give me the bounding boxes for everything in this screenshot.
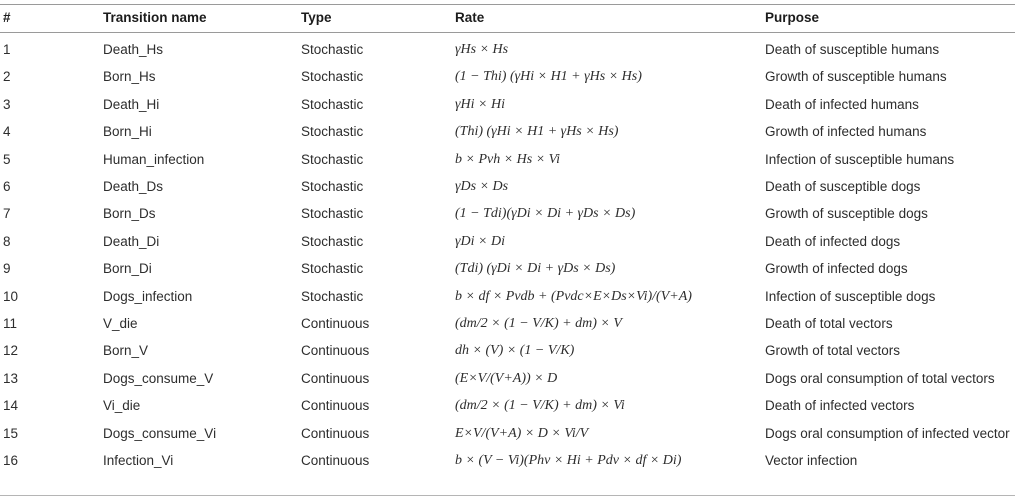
cell-number: 15 <box>3 425 19 441</box>
cell-purpose: Growth of infected humans <box>765 124 927 140</box>
cell-transition-name: Born_V <box>103 343 149 359</box>
cell-type: Stochastic <box>301 96 364 112</box>
cell-rate: (E×V/(V+A)) × D <box>455 370 558 386</box>
cell-transition-name: Death_Hi <box>103 96 160 112</box>
cell-rate: γHs × Hs <box>455 42 509 57</box>
cell-rate: γDs × Ds <box>455 179 509 194</box>
cell-number: 13 <box>3 370 19 386</box>
table-row <box>0 200 1015 227</box>
cell-number: 4 <box>3 124 11 140</box>
cell-transition-name: Born_Hi <box>103 124 152 140</box>
cell-rate: (dm/2 × (1 − V/K) + dm) × V <box>455 316 622 331</box>
cell-purpose: Dogs oral consumption of total vectors <box>765 370 995 386</box>
cell-purpose: Growth of susceptible humans <box>765 69 947 85</box>
cell-type: Continuous <box>301 370 370 386</box>
cell-purpose: Infection of susceptible humans <box>765 151 955 167</box>
cell-transition-name: Infection_Vi <box>103 453 174 468</box>
cell-purpose: Growth of total vectors <box>765 343 901 359</box>
cell-transition-name: Human_infection <box>103 151 205 167</box>
cell-type: Stochastic <box>301 179 364 194</box>
cell-transition-name: Vi_die <box>103 398 141 414</box>
table-row <box>0 337 1015 364</box>
cell-type: Stochastic <box>301 124 364 140</box>
cell-number: 9 <box>3 261 11 277</box>
cell-rate: γHi × Hi <box>455 96 505 112</box>
cell-type: Stochastic <box>301 151 364 167</box>
cell-type: Continuous <box>301 453 370 468</box>
cell-transition-name: Dogs_consume_V <box>103 370 214 386</box>
cell-purpose: Death of total vectors <box>765 316 893 331</box>
cell-rate: (Thi) (γHi × H1 + γHs × Hs) <box>455 124 619 140</box>
cell-transition-name: Born_Hs <box>103 69 156 85</box>
cell-transition-name: Death_Hs <box>103 42 164 57</box>
cell-type: Stochastic <box>301 42 364 57</box>
cell-transition-name: Death_Ds <box>103 179 164 194</box>
cell-transition-name: Born_Ds <box>103 206 156 222</box>
cell-rate: (1 − Tdi)(γDi × Di + γDs × Ds) <box>455 206 636 222</box>
table-row <box>0 392 1015 419</box>
cell-transition-name: Dogs_infection <box>103 288 193 304</box>
cell-purpose: Vector infection <box>765 453 858 468</box>
table-row <box>0 118 1015 145</box>
header-rate: Rate <box>455 10 485 25</box>
table-row <box>0 283 1015 310</box>
table-row <box>0 255 1015 282</box>
cell-number: 6 <box>3 179 11 194</box>
table-row <box>0 420 1015 447</box>
cell-transition-name: Dogs_consume_Vi <box>103 425 217 441</box>
cell-number: 8 <box>3 233 11 249</box>
cell-number: 3 <box>3 96 11 112</box>
header-purpose: Purpose <box>765 10 820 25</box>
cell-number: 11 <box>3 316 18 331</box>
cell-type: Stochastic <box>301 206 364 222</box>
cell-rate: (1 − Thi) (γHi × H1 + γHs × Hs) <box>455 69 642 85</box>
table-row <box>0 310 1015 337</box>
cell-rate: (dm/2 × (1 − V/K) + dm) × Vi <box>455 398 625 414</box>
cell-type: Stochastic <box>301 261 364 277</box>
cell-number: 14 <box>3 398 19 414</box>
table-row <box>0 36 1015 63</box>
table-row <box>0 63 1015 90</box>
table-top-rule <box>0 4 1015 5</box>
cell-number: 16 <box>3 453 19 468</box>
cell-type: Stochastic <box>301 233 364 249</box>
cell-purpose: Death of infected vectors <box>765 398 915 414</box>
cell-type: Continuous <box>301 343 370 359</box>
cell-transition-name: Born_Di <box>103 261 152 277</box>
table-row <box>0 146 1015 173</box>
cell-type: Continuous <box>301 316 370 331</box>
header-number: # <box>3 10 11 25</box>
cell-purpose: Death of infected dogs <box>765 233 901 249</box>
cell-number: 12 <box>3 343 19 359</box>
cell-rate: (Tdi) (γDi × Di + γDs × Ds) <box>455 261 616 277</box>
cell-purpose: Dogs oral consumption of infected vector <box>765 425 1010 441</box>
cell-type: Continuous <box>301 425 370 441</box>
table-row <box>0 447 1015 474</box>
table-row <box>0 173 1015 200</box>
header-rule <box>0 32 1015 33</box>
cell-rate: E×V/(V+A) × D × Vi/V <box>455 425 589 441</box>
cell-number: 10 <box>3 288 19 304</box>
cell-purpose: Infection of susceptible dogs <box>765 288 936 304</box>
cell-rate: b × Pvh × Hs × Vi <box>455 151 561 167</box>
cell-rate: b × df × Pvdb + (Pvdc×E×Ds×Vi)/(V+A) <box>455 288 692 304</box>
cell-purpose: Growth of susceptible dogs <box>765 206 928 222</box>
cell-purpose: Death of susceptible dogs <box>765 179 921 194</box>
cell-transition-name: V_die <box>103 316 138 331</box>
cell-number: 1 <box>3 42 11 57</box>
header-type: Type <box>301 10 332 25</box>
cell-purpose: Death of susceptible humans <box>765 42 940 57</box>
cell-number: 7 <box>3 206 11 222</box>
header-transition-name: Transition name <box>103 10 207 25</box>
cell-rate: dh × (V) × (1 − V/K) <box>455 343 575 359</box>
table-row <box>0 365 1015 392</box>
cell-number: 5 <box>3 151 11 167</box>
cell-transition-name: Death_Di <box>103 233 160 249</box>
cell-number: 2 <box>3 69 11 85</box>
cell-type: Stochastic <box>301 69 364 85</box>
cell-type: Stochastic <box>301 288 364 304</box>
cell-type: Continuous <box>301 398 370 414</box>
table-row <box>0 91 1015 118</box>
cell-purpose: Death of infected humans <box>765 96 919 112</box>
table-row <box>0 228 1015 255</box>
cell-purpose: Growth of infected dogs <box>765 261 908 277</box>
cell-rate: b × (V − Vi)(Phv × Hi + Pdv × df × Di) <box>455 453 682 468</box>
cell-rate: γDi × Di <box>455 233 505 249</box>
